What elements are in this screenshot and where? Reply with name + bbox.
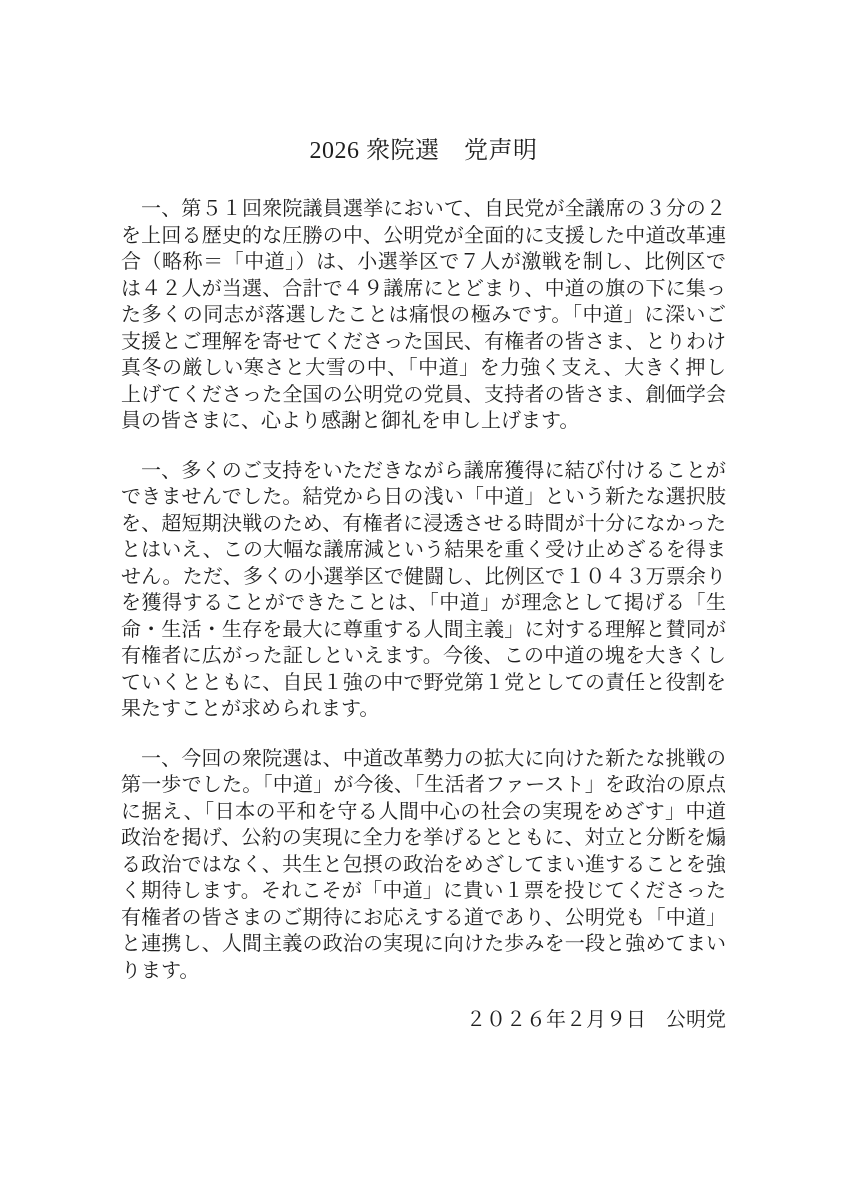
page-title: 2026 衆院選 党声明 xyxy=(309,138,538,164)
paragraph-result-analysis: 一、多くのご支持をいただきながら議席獲得に結び付けることができませんでした。結党から日の浅い「中道」という新たな選択肢を、超短期決戦のため、有権者に浸透させる時間が十分になかったとはいえ、この大幅な議席減という結果を重く受け止めざるを得ません。ただ、多くの小選挙区で健闘し、比例区で１０４３万票余りを獲得することができたことは、「中道」が理念として掲げる「生命・生活・生存を最大に尊重する人間主義」に対する理解と賛同が有権者に広がった証しといえます。今後、この中道の塊を大きくしていくとともに、自民１強の中で野党第１党としての責任と役割を果たすことが求められます。 xyxy=(121,459,726,720)
paragraph-gratitude: 一、第５１回衆院議員選挙において、自民党が全議席の３分の２を上回る歴史的な圧勝の中、公明党が全面的に支援した中道改革連合（略称＝「中道」）は、小選挙区で７人が激戦を制し、比例区では４２人が当選、合計で４９議席にとどまり、中道の旗の下に集った多くの同志が落選したことは痛恨の極みです。「中道」に深いご支援とご理解を寄せてくださった国民、有権者の皆さま、とりわけ真冬の厳しい寒さと大雪の中、「中道」を力強く支え、大きく押し上げてくださった全国の公明党の党員、支持者の皆さま、創価学会員の皆さまに、心より感謝と御礼を申し上げます。 xyxy=(121,198,726,432)
date-signature-line: ２０２６年２月９日 公明党 xyxy=(466,1009,726,1031)
paragraph-future-pledge: 一、今回の衆院選は、中道改革勢力の拡大に向けた新たな挑戦の第一歩でした。「中道」が今後、「生活者ファースト」を政治の原点に据え、「日本の平和を守る人間中心の社会の実現をめざす」中道政治を掲げ、公約の実現に全力を挙げるとともに、対立と分断を煽る政治ではなく、共生と包摂の政治をめざしてまい進することを強く期待します。それこそが「中道」に貴い１票を投じてくださった有権者の皆さまのご期待にお応えする道であり、公明党も「中道」と連携し、人間主義の政治の実現に向けた歩みを一段と強めてまいります。 xyxy=(121,747,726,982)
